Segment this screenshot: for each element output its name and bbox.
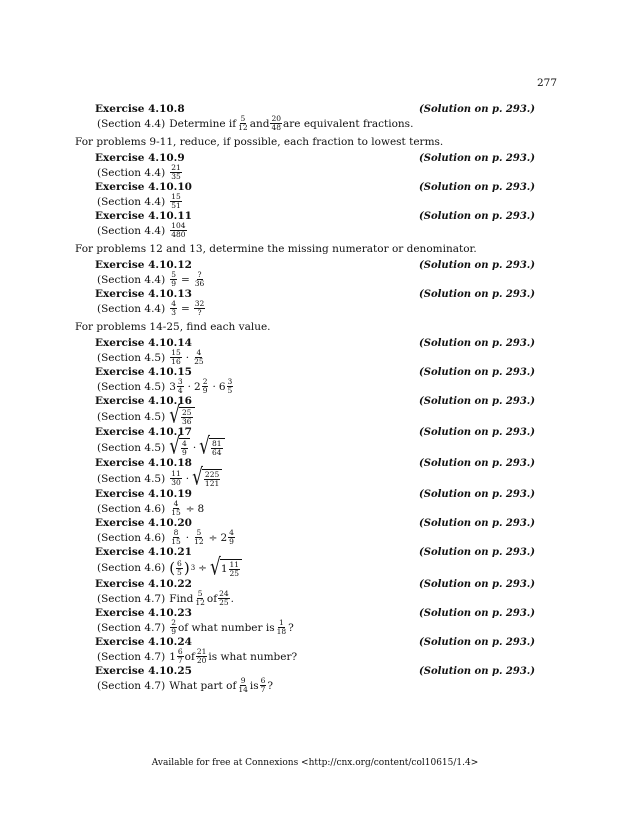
section-ref: (Section 4.5) <box>97 410 166 423</box>
instruction-text: For problems 12 and 13, determine the missing numerator or denominator. <box>75 243 477 255</box>
section-ref: (Section 4.7) <box>97 679 166 692</box>
exercise-list <box>75 103 535 694</box>
problem-text: of what number is <box>177 621 275 634</box>
mixed-number: 2 $\frac{2}{9}$ <box>194 377 208 395</box>
solution-link[interactable]: (Solution on p. 293.) <box>419 367 535 378</box>
exercise-title: Exercise 4.10.8 <box>95 103 185 115</box>
solution-link[interactable]: (Solution on p. 293.) <box>419 518 535 529</box>
exercise-title: Exercise 4.10.11 <box>95 210 192 222</box>
fraction: $\frac{21}{20}$ <box>196 647 207 665</box>
problem-text: Find <box>169 592 194 605</box>
fraction: $\frac{8}{15}$ <box>171 528 181 546</box>
fraction: $\frac{2}{9}$ <box>171 618 176 636</box>
fraction: $\frac{4}{25}$ <box>194 348 204 366</box>
mixed-number: 2 $\frac{4}{9}$ <box>220 528 234 546</box>
section-ref: (Section 4.5) <box>97 441 166 454</box>
solution-link[interactable]: (Solution on p. 293.) <box>419 338 535 349</box>
solution-link[interactable]: (Solution on p. 293.) <box>419 104 535 115</box>
section-ref: (Section 4.4) <box>97 302 166 315</box>
exercise-4-10-15: Exercise 4.10.15 (Solution on p. 293.) (Section 4.5) 3 $\frac{3}{4}$ · 2 $\frac{2}{9}$ · 6 $\frac{3}{5}$ <box>95 366 535 395</box>
exercise-title: Exercise 4.10.21 <box>95 546 192 558</box>
fraction: $\frac{4}{3}$ <box>171 299 176 317</box>
problem-text: ? <box>267 679 274 692</box>
fraction: $\frac{5}{12}$ <box>238 114 248 132</box>
instruction-text: For problems 14-25, find each value. <box>75 321 271 333</box>
problem-text: of <box>206 592 218 605</box>
whole-number: 8 <box>197 502 205 515</box>
problem-text: is what number? <box>208 650 298 663</box>
solution-link[interactable]: (Solution on p. 293.) <box>419 666 535 677</box>
fraction: $\frac{11}{30}$ <box>171 469 181 487</box>
exercise-4-10-25 <box>75 665 535 694</box>
exercise-4-10-13: Exercise 4.10.13 (Solution on p. 293.) (Section 4.4) $\frac{4}{3}$ = $\frac{32}{?}$ <box>95 288 535 317</box>
exercise-4-10-9 <box>75 152 535 181</box>
exercise-title: Exercise 4.10.24 <box>95 636 192 648</box>
solution-link[interactable]: (Solution on p. 293.) <box>419 637 535 648</box>
problem-text: . <box>230 592 234 605</box>
exercise-4-10-22 <box>75 578 535 607</box>
exercise-4-10-16 <box>75 395 535 430</box>
fraction: $\frac{6}{5}$ <box>177 558 182 577</box>
page-number: 277 <box>536 77 557 89</box>
problem-text: are equivalent fractions. <box>283 117 414 130</box>
problem-text: What part of <box>169 679 237 692</box>
exercise-4-10-19: Exercise 4.10.19 (Solution on p. 293.) (Section 4.6) $\frac{4}{15}$ ÷ 8 <box>95 488 535 517</box>
exercise-title: Exercise 4.10.13 <box>95 288 192 300</box>
exercise-4-10-8 <box>75 103 535 132</box>
section-ref: (Section 4.4) <box>97 224 166 237</box>
fraction: $\frac{15}{51}$ <box>171 192 181 210</box>
instruction-text: For problems 9-11, reduce, if possible, each fraction to lowest terms. <box>75 136 444 148</box>
section-ref: (Section 4.7) <box>97 592 166 605</box>
fraction: $\frac{?}{36}$ <box>194 270 205 288</box>
fraction: $\frac{32}{?}$ <box>194 299 205 317</box>
exercise-4-10-11 <box>75 210 535 239</box>
section-ref: (Section 4.6) <box>97 502 166 515</box>
fraction: $\frac{9}{14}$ <box>238 676 248 694</box>
exercise-title: Exercise 4.10.9 <box>95 152 185 164</box>
section-ref: (Section 4.6) <box>97 562 166 574</box>
exercise-title: Exercise 4.10.10 <box>95 181 192 193</box>
fraction: $\frac{4}{15}$ <box>171 499 181 517</box>
fraction: $\frac{104}{480}$ <box>171 221 186 239</box>
fraction: $\frac{20}{48}$ <box>271 114 281 132</box>
solution-link[interactable]: (Solution on p. 293.) <box>419 211 535 222</box>
square-root: √ 1 $\frac{11}{25}$ <box>210 559 242 578</box>
mixed-number: 6 $\frac{3}{5}$ <box>218 377 233 395</box>
mixed-number: 3 $\frac{3}{4}$ <box>169 377 183 395</box>
exercise-4-10-18: Exercise 4.10.18 (Solution on p. 293.) (Section 4.5) $\frac{11}{30}$ · √ $\frac{225}{121}$ <box>95 457 535 492</box>
exercise-4-10-21: Exercise 4.10.21 (Solution on p. 293.) (Section 4.6) ( $\frac{6}{5}$ ) 3 ÷ √ 1 $\frac{11}{25}$ <box>95 546 535 581</box>
problem-text: of <box>184 650 195 663</box>
section-ref: (Section 4.4) <box>97 195 166 208</box>
problem-text: is <box>249 679 259 692</box>
solution-link[interactable]: (Solution on p. 293.) <box>419 608 535 619</box>
section-ref: (Section 4.7) <box>97 621 166 634</box>
solution-link[interactable]: (Solution on p. 293.) <box>419 396 535 407</box>
square-root: √ $\frac{25}{36}$ <box>169 407 194 426</box>
exercise-4-10-24 <box>75 636 535 665</box>
section-ref: (Section 4.4) <box>97 117 166 130</box>
fraction: $\frac{5}{12}$ <box>194 528 204 546</box>
solution-link[interactable]: (Solution on p. 293.) <box>419 153 535 164</box>
exercise-4-10-14: Exercise 4.10.14 (Solution on p. 293.) (Section 4.5) $\frac{15}{16}$ · $\frac{4}{25}$ <box>95 337 535 366</box>
section-ref: (Section 4.4) <box>97 273 166 286</box>
square-root: √ $\frac{4}{9}$ <box>169 438 190 457</box>
exercise-4-10-20: Exercise 4.10.20 (Solution on p. 293.) (Section 4.6) $\frac{8}{15}$ · $\frac{5}{12}$ ÷ 2 $\frac{4}{9}$ <box>95 517 535 546</box>
exercise-title: Exercise 4.10.12 <box>95 259 192 271</box>
fraction: $\frac{15}{16}$ <box>171 348 181 366</box>
section-ref: (Section 4.5) <box>97 472 166 485</box>
exercise-title: Exercise 4.10.15 <box>95 366 192 378</box>
exercise-4-10-12: Exercise 4.10.12 (Solution on p. 293.) (Section 4.4) $\frac{5}{9}$ = $\frac{?}{36}$ <box>95 259 535 288</box>
exercise-title: Exercise 4.10.23 <box>95 607 192 619</box>
exercise-title: Exercise 4.10.16 <box>95 395 192 407</box>
exponent: 3 <box>190 564 196 572</box>
square-root: √ $\frac{81}{64}$ <box>199 438 224 457</box>
solution-link[interactable]: (Solution on p. 293.) <box>419 547 535 558</box>
exercise-4-10-23 <box>75 607 535 636</box>
problem-text: ? <box>288 621 294 634</box>
square-root: √ $\frac{225}{121}$ <box>192 469 222 488</box>
problem-text: and <box>249 117 270 130</box>
exercise-4-10-10 <box>75 181 535 210</box>
fraction: $\frac{21}{35}$ <box>171 163 181 181</box>
section-ref: (Section 4.6) <box>97 531 166 544</box>
exercise-title: Exercise 4.10.22 <box>95 578 192 590</box>
exercise-title: Exercise 4.10.17 <box>95 426 192 438</box>
problem-text: Determine if <box>169 117 237 130</box>
fraction: $\frac{5}{12}$ <box>195 589 205 607</box>
fraction: $\frac{1}{18}$ <box>276 618 287 636</box>
section-ref: (Section 4.4) <box>97 166 166 179</box>
fraction: $\frac{6}{7}$ <box>260 676 266 694</box>
exercise-title: Exercise 4.10.14 <box>95 337 192 349</box>
solution-link[interactable]: (Solution on p. 293.) <box>419 427 535 438</box>
fraction: $\frac{24}{25}$ <box>219 589 229 607</box>
section-ref: (Section 4.7) <box>97 650 166 663</box>
mixed-number: 1 $\frac{6}{7}$ <box>169 647 183 665</box>
fraction: $\frac{5}{9}$ <box>171 270 176 288</box>
section-ref: (Section 4.5) <box>97 351 166 364</box>
solution-link[interactable]: (Solution on p. 293.) <box>419 458 535 469</box>
exercise-title: Exercise 4.10.20 <box>95 517 192 529</box>
exercise-4-10-17: Exercise 4.10.17 (Solution on p. 293.) (Section 4.5) √ $\frac{4}{9}$ · √ $\frac{81}{64}$ <box>95 426 535 461</box>
footer-text: Available for free at Connexions <http://cnx.org/content/col10615/1.4> <box>151 758 479 768</box>
solution-link[interactable]: (Solution on p. 293.) <box>419 579 535 590</box>
solution-link[interactable]: (Solution on p. 293.) <box>419 489 535 500</box>
solution-link[interactable]: (Solution on p. 293.) <box>419 182 535 193</box>
exercise-title: Exercise 4.10.25 <box>95 665 192 677</box>
exercise-title: Exercise 4.10.18 <box>95 457 192 469</box>
exercise-title: Exercise 4.10.19 <box>95 488 192 500</box>
solution-link[interactable]: (Solution on p. 293.) <box>419 289 535 300</box>
solution-link[interactable]: (Solution on p. 293.) <box>419 260 535 271</box>
section-ref: (Section 4.5) <box>97 380 166 393</box>
